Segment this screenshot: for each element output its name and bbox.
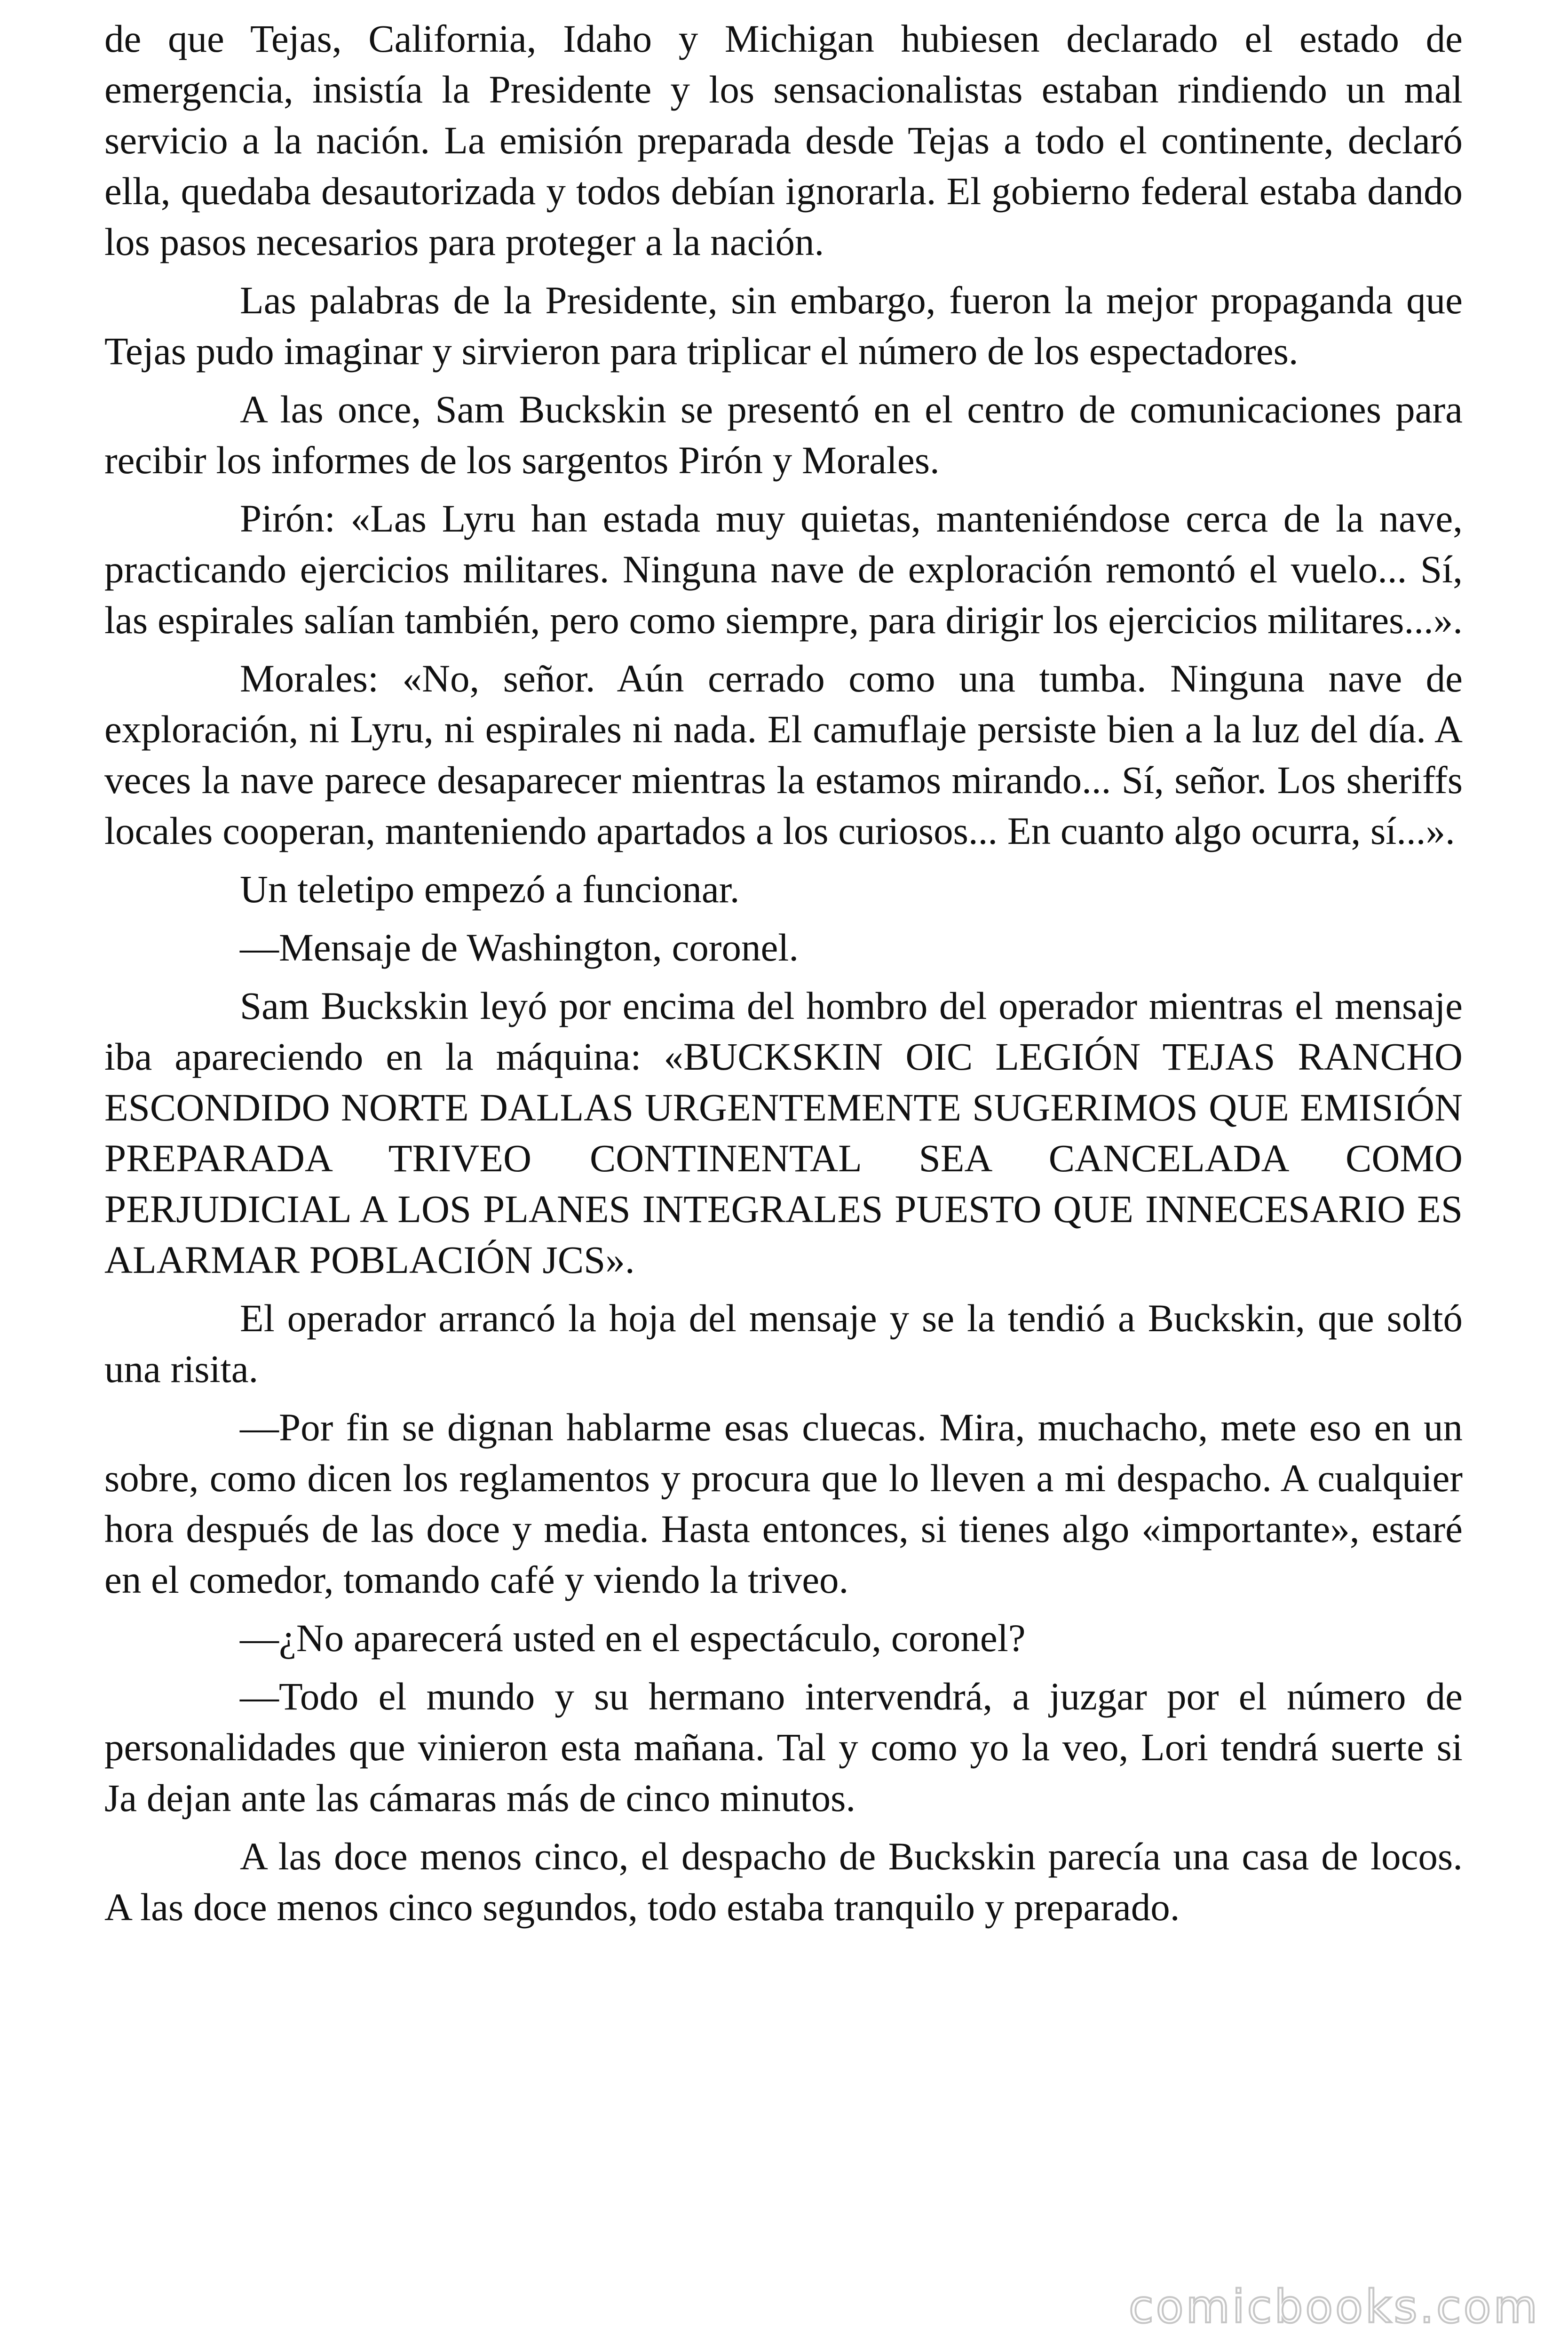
paragraph: —Por fin se dignan hablarme esas cluecas. Mira, muchacho, mete eso en un sobre, como dicen los reglamentos y procura que lo lleven a mi despacho. A cualquier hora después de las doce y media. Hasta entonces, si tienes algo «importante», estaré en el comedor, tomando café y viendo la triveo. (104, 1406, 1463, 1601)
paragraph: Un teletipo empezó a funcionar. (240, 867, 740, 911)
paragraph: Las palabras de la Presidente, sin embargo, fueron la mejor propaganda que Tejas pudo imaginar y sirvieron para triplicar el número de los espectadores. (104, 278, 1463, 373)
paragraph: —¿No aparecerá usted en el espectáculo, coronel? (240, 1616, 1026, 1660)
paragraph: Morales: «No, señor. Aún cerrado como una tumba. Ninguna nave de exploración, ni Lyru, ni espirales ni nada. El camuflaje persiste bien a la luz del día. A veces la nave parece desaparecer mientras la estamos mirando... Sí, señor. Los sheriffs locales cooperan, manteniendo apartados a los curiosos... En cuanto algo ocurra, sí...». (104, 657, 1463, 852)
paragraph: A las once, Sam Buckskin se presentó en el centro de comunicaciones para recibir los informes de los sargentos Pirón y Morales. (104, 388, 1463, 482)
paragraph: A las doce menos cinco, el despacho de Buckskin parecía una casa de locos. A las doce menos cinco segundos, todo estaba tranquilo y preparado. (104, 1835, 1463, 1929)
paragraph: —Mensaje de Washington, coronel. (240, 926, 799, 969)
paragraph: Sam Buckskin leyó por encima del hombro del operador mientras el mensaje iba apareciendo en la máquina: «BUCKSKIN OIC LEGIÓN TEJAS RANCHO ESCONDIDO NORTE DALLAS URGENTEMENTE SUGERIMOS QUE EMISIÓN PREPARADA TRIVEO CONTINENTAL SEA CANCELADA COMO PERJUDICIAL A LOS PLANES INTEGRALES PUESTO QUE INNECESARIO ES ALARMAR POBLACIÓN JCS». (104, 984, 1463, 1281)
book-page-text (104, 13, 1463, 1940)
paragraph: El operador arrancó la hoja del mensaje y se la tendió a Buckskin, que soltó una risita. (104, 1296, 1463, 1391)
paragraph: Pirón: «Las Lyru han estada muy quietas, manteniéndose cerca de la nave, practicando ejercicios militares. Ninguna nave de exploración remontó el vuelo... Sí, las espirales salían también, pero como siempre, para dirigir los ejercicios militares...». (104, 497, 1463, 642)
paragraph: de que Tejas, California, Idaho y Michigan hubiesen declarado el estado de emergencia, insistía la Presidente y los sensacionalistas estaban rindiendo un mal servicio a la nación. La emisión preparada desde Tejas a todo el continente, declaró ella, quedaba desautorizada y todos debían ignorarla. El gobierno federal estaba dando los pasos necesarios para proteger a la nación. (104, 17, 1463, 263)
watermark: comicbooks.com (1128, 2280, 1540, 2333)
paragraph: —Todo el mundo y su hermano intervendrá, a juzgar por el número de personalidades que vinieron esta mañana. Tal y como yo la veo, Lori tendrá suerte si Ja dejan ante las cámaras más de cinco minutos. (104, 1675, 1463, 1820)
